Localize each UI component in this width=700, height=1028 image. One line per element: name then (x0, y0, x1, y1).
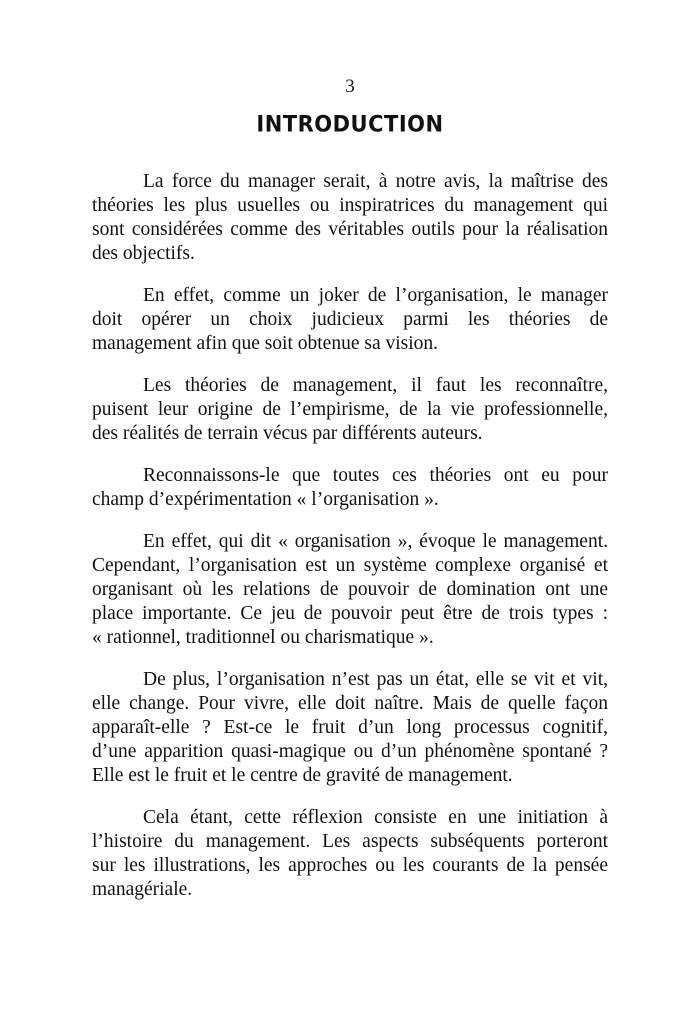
paragraph (92, 374, 608, 446)
text-line: La force du manager serait, à notre avis, la maîtrise des (143, 171, 608, 192)
paragraph (92, 530, 608, 650)
text-line: Cependant, l’organisation est un système complexe organisé et (92, 555, 608, 576)
text-line: place importante. Ce jeu de pouvoir peut être de trois types : (92, 603, 608, 624)
text-line: En effet, qui dit « organisation », évoque le management. (143, 531, 608, 552)
text-line: théories les plus usuelles ou inspiratrices du management qui (92, 195, 608, 216)
text-line: De plus, l’organisation n’est pas un état, elle se vit et vit, (143, 669, 608, 690)
text-line: managériale. (92, 879, 193, 900)
text-line: En effet, comme un joker de l’organisation, le manager (143, 285, 608, 306)
paragraph (92, 806, 608, 902)
text-line: des objectifs. (92, 243, 195, 264)
paragraph (92, 464, 608, 512)
text-line: apparaît-elle ? Est-ce le fruit d’un long processus cognitif, (92, 717, 608, 738)
text-line: Elle est le fruit et le centre de gravité de management. (92, 765, 513, 786)
chapter-title: INTRODUCTION (256, 111, 444, 137)
text-line: l’histoire du management. Les aspects subséquents porteront (92, 831, 608, 852)
text-line: sont considérées comme des véritables outils pour la réalisation (92, 219, 608, 240)
text-line: elle change. Pour vivre, elle doit naître. Mais de quelle façon (92, 693, 608, 714)
text-line: organisant où les relations de pouvoir de domination ont une (92, 579, 608, 600)
paragraph (92, 170, 608, 266)
text-line: management afin que soit obtenue sa vision. (92, 333, 439, 354)
text-line: champ d’expérimentation « l’organisation ». (92, 489, 439, 510)
paragraph (92, 284, 608, 356)
text-line: « rationnel, traditionnel ou charismatique ». (92, 627, 434, 648)
text-line: Cela étant, cette réflexion consiste en une initiation à (143, 807, 608, 828)
text-line: sur les illustrations, les approches ou les courants de la pensée (92, 855, 608, 876)
text-line: Les théories de management, il faut les reconnaître, (143, 375, 608, 396)
text-line: doit opérer un choix judicieux parmi les théories de (92, 309, 608, 330)
text-line: Reconnaissons-le que toutes ces théories ont eu pour (143, 465, 608, 486)
body-text (92, 170, 608, 920)
text-line: d’une apparition quasi-magique ou d’un phénomène spontané ? (92, 741, 608, 762)
page-number: 3 (345, 76, 355, 97)
paragraph (92, 668, 608, 788)
text-line: des réalités de terrain vécus par différents auteurs. (92, 423, 483, 444)
text-line: puisent leur origine de l’empirisme, de la vie professionnelle, (92, 399, 608, 420)
